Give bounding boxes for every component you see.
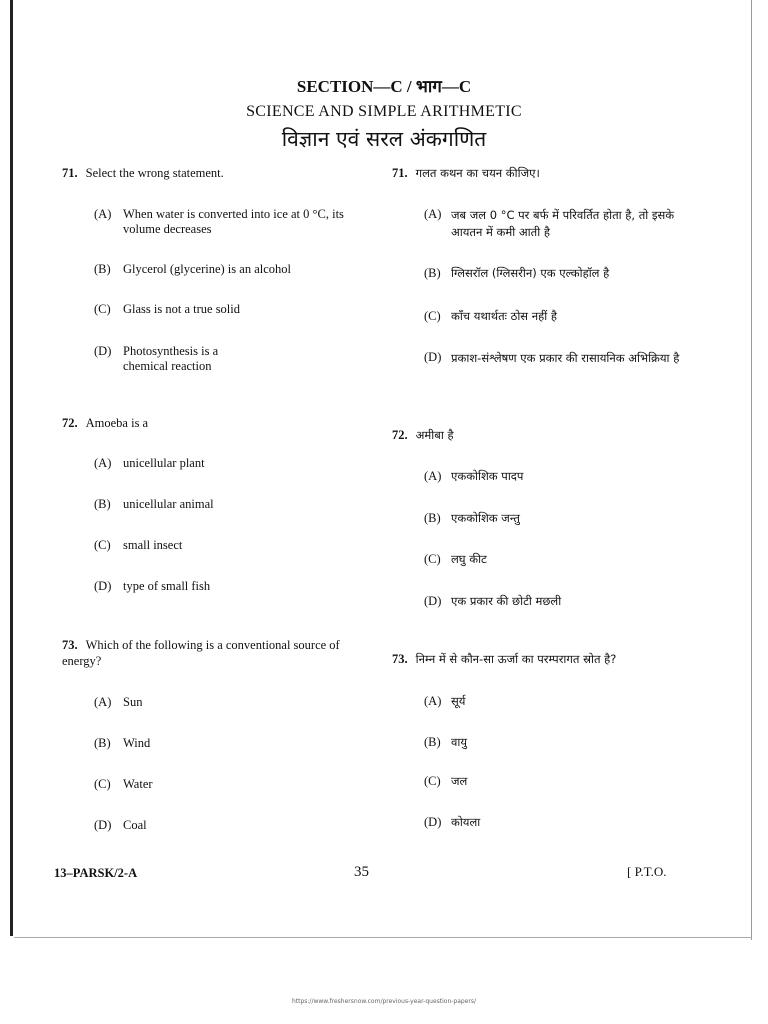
option-label: (A) xyxy=(94,456,112,470)
option-text: जब जल 0 °C पर बर्फ में परिवर्तित होता है, तो इसके आयतन में कमी आती है xyxy=(451,208,675,239)
option-label: (C) xyxy=(424,774,441,788)
option-label: (D) xyxy=(94,344,112,358)
answer-option xyxy=(94,736,356,751)
option-text: Wind xyxy=(123,736,151,750)
option-text: एककोशिक जन्तु xyxy=(451,511,520,525)
subject-title-hindi: विज्ञान एवं सरल अंकगणित xyxy=(281,127,487,151)
question-text: Amoeba is a xyxy=(85,416,149,430)
question-stem xyxy=(62,415,148,431)
option-label: (A) xyxy=(424,694,442,708)
answer-option xyxy=(424,350,686,367)
question-stem xyxy=(392,651,616,667)
option-text: कोयला xyxy=(451,815,481,829)
option-text: ग्लिसरॉल (ग्लिसरीन) एक एल्कोहॉल है xyxy=(451,266,610,280)
option-text: जल xyxy=(451,774,468,788)
answer-option xyxy=(94,818,356,833)
answer-option xyxy=(424,735,686,750)
option-text: सूर्य xyxy=(451,694,466,708)
option-text: type of small fish xyxy=(123,579,211,593)
option-text: Glycerol (glycerine) is an alcohol xyxy=(123,262,291,276)
question-text: गलत कथन का चयन कीजिए। xyxy=(415,166,540,180)
question-stem xyxy=(392,427,454,443)
option-label: (B) xyxy=(424,735,441,749)
option-label: (D) xyxy=(424,350,442,364)
answer-option xyxy=(94,344,356,374)
option-label: (D) xyxy=(424,815,442,829)
option-text: एककोशिक पादप xyxy=(451,469,524,483)
answer-option xyxy=(424,815,686,830)
answer-option xyxy=(424,309,686,324)
option-label: (B) xyxy=(94,497,111,511)
section-title: SECTION—C / भाग—C xyxy=(296,77,472,96)
option-text: एक प्रकार की छोटी मछली xyxy=(451,594,562,608)
answer-option xyxy=(94,497,356,512)
page-number: 35 xyxy=(354,864,369,880)
option-text: Glass is not a true solid xyxy=(123,302,241,316)
question-stem xyxy=(62,165,224,181)
question-text: अमीबा है xyxy=(415,428,454,442)
question-text: Select the wrong statement. xyxy=(85,166,224,180)
question-stem xyxy=(392,165,540,181)
question-text: निम्न में से कौन-सा ऊर्जा का परम्परागत स्रोत है? xyxy=(415,652,617,666)
option-label: (C) xyxy=(94,538,111,552)
answer-option xyxy=(94,695,356,710)
option-label: (B) xyxy=(424,266,441,280)
paper-code: 13–PARSK/2-A xyxy=(54,866,138,880)
option-text: Water xyxy=(123,777,153,791)
source-watermark: https://www.freshersnow.com/previous-year-question-papers/ xyxy=(291,998,477,1005)
option-text: small insect xyxy=(123,538,183,552)
question-number: 73. xyxy=(392,652,408,666)
option-label: (C) xyxy=(94,777,111,791)
question-number: 71. xyxy=(392,166,408,180)
option-text: unicellular animal xyxy=(123,497,214,511)
answer-option xyxy=(94,262,356,277)
answer-option xyxy=(424,266,686,281)
answer-option xyxy=(424,511,686,526)
option-label: (C) xyxy=(94,302,111,316)
subject-title-english: SCIENCE AND SIMPLE ARITHMETIC xyxy=(246,103,522,120)
answer-option xyxy=(424,594,686,609)
option-text: unicellular plant xyxy=(123,456,205,470)
question-stem xyxy=(62,637,362,669)
answer-option xyxy=(424,774,686,789)
question-number: 72. xyxy=(392,428,408,442)
answer-option xyxy=(94,538,356,553)
option-text: When water is converted into ice at 0 °C, its volume decreases xyxy=(123,207,344,236)
question-number: 72. xyxy=(62,416,78,430)
question-text: Which of the following is a conventional source of energy? xyxy=(62,638,340,668)
option-label: (A) xyxy=(424,469,442,483)
answer-option xyxy=(94,456,356,471)
option-label: (B) xyxy=(94,736,111,750)
option-label: (C) xyxy=(424,552,441,566)
please-turn-over: [ P.T.O. xyxy=(627,864,667,879)
option-text: वायु xyxy=(451,735,468,749)
question-number: 73. xyxy=(62,638,78,652)
option-text: काँच यथार्थतः ठोस नहीं है xyxy=(451,309,557,323)
answer-option xyxy=(94,579,356,594)
option-text: लघु कीट xyxy=(451,552,487,566)
answer-option xyxy=(94,207,356,237)
option-label: (D) xyxy=(94,579,112,593)
section-header xyxy=(0,74,768,153)
option-label: (A) xyxy=(94,207,112,221)
bottom-page-edge xyxy=(14,937,752,938)
answer-option xyxy=(94,777,356,792)
option-text: Photosynthesis is a chemical reaction xyxy=(123,344,219,373)
answer-option xyxy=(424,207,686,241)
answer-option xyxy=(424,552,686,567)
option-text: प्रकाश-संश्लेषण एक प्रकार की रासायनिक अभिक्रिया है xyxy=(451,351,680,365)
option-text: Coal xyxy=(123,818,147,832)
answer-option xyxy=(424,694,686,709)
option-label: (C) xyxy=(424,309,441,323)
answer-option xyxy=(94,302,356,317)
option-label: (D) xyxy=(94,818,112,832)
option-label: (A) xyxy=(424,207,442,221)
option-label: (A) xyxy=(94,695,112,709)
option-label: (B) xyxy=(424,511,441,525)
answer-option xyxy=(424,469,686,484)
option-text: Sun xyxy=(123,695,143,709)
question-number: 71. xyxy=(62,166,78,180)
option-label: (B) xyxy=(94,262,111,276)
option-label: (D) xyxy=(424,594,442,608)
